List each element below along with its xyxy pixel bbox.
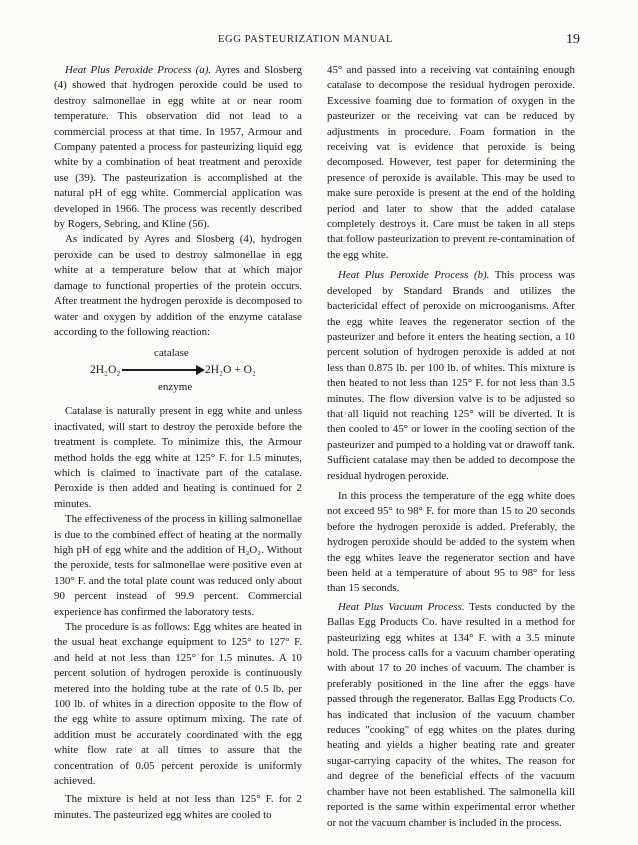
section-heading-peroxide-a: Heat Plus Peroxide Process (a). (65, 64, 212, 76)
equation-reactant: 2H₂O₂ (90, 364, 121, 377)
paragraph-vacuum-process (327, 600, 575, 831)
equation-catalase-label: catalase (154, 347, 189, 360)
section-heading-peroxide-b: Heat Plus Peroxide Process (b). (338, 269, 490, 282)
section-heading-vacuum: Heat Plus Vacuum Process. (338, 600, 465, 613)
paragraph-ayres-slosberg: As indicated by Ayres and Slosberg (4), hydrogen peroxide can be used to destroy salmonellae in egg white at a temperature below that at which major damage to functional properties of the protein occurs. After treatment the hydrogen peroxide is decomposed to water and oxygen by addition of the enzyme catalase according to the following reaction: (54, 233, 302, 338)
left-column (54, 63, 302, 823)
page-number: 19 (566, 32, 580, 47)
paragraph-effectiveness: The effectiveness of the process in killing salmonellae is due to the combined effect of heating at the normally high pH of egg white and the addition of H₂O₂. Without the peroxide, tests for salmonellae were positive even at 130° F. and the total plate count was reduced only about 90 percent instead of 99.9 percent. Commercial experience has confirmed the laboratory tests. (54, 513, 302, 618)
paragraph-peroxide-process-a (54, 63, 302, 232)
paragraph-text: This process was developed by Standard Brands and utilizes the bactericidal effect of peroxide on microoganisms. After the egg white leaves the regenerator section of the pasteurizer and before it enters the heating section, a 10 percent solution of hydrogen peroxide is added at not less than 0.875 lb. per 100 lb. of whites. This mixture is then heated to not less than 125° F. for not less than 3.5 minutes. The flow diversion valve is to be adjusted so that all liquid not reaching 125° will be diverted. It is then cooled to 45° or lower in the cooling section of the pasteurizer and pumped to a holding vat or drawoff tank. Sufficient catalase may then be added to decompose the residual hydrogen peroxide. (327, 269, 575, 482)
paragraph-procedure: The procedure is as follows: Egg whites are heated in the usual heat exchange equipment to 125° to 127° F. and held at not less than 125° for 1.5 minutes. A 10 percent solution of hydrogen peroxide is continuously metered into the holding tube at the rate of 0.5 lb. per 100 lb. of whites in a direction opposite to the flow of the egg white to assure optimum mixing. The rate of addition must be accurately coordinated with the egg white flow rate at all times to assure that the concentration of 0.05 percent peroxide is uniformly achieved. (54, 621, 302, 788)
right-column (327, 63, 575, 831)
paragraph-catalase: Catalase is naturally present in egg white and unless inactivated, will start to destroy the peroxide before the treatment is complete. To minimize this, the Armour method holds the egg white at 125° F. for 1.5 minutes, which is claimed to inactivate part of the catalase. Peroxide is then added and heating is continued for 2 minutes. (54, 405, 302, 510)
paragraph-text: Tests conducted by the Ballas Egg Products Co. have resulted in a method for pasteurizing egg whites at 134° F. with a 3.5 minute hold. The process calls for a vacuum chamber operating with about 17 to 20 inches of vacuum. The chamber is preferably positioned in the line after the eggs have passed through the regenerator. Ballas Egg Products Co. has indicated that inclusion of the vacuum chamber reduces "cooking" of egg whites on the plates during heating and yields a higher beating rate and greater sugar-carrying capacity of the whites. The reason for and degree of the beneficial effects of the vacuum chamber have not been established. The salmonella kill reported is the same within experimental error whether or not the vacuum chamber is included in the process. (327, 600, 575, 829)
reaction-arrow-icon (122, 368, 205, 372)
paragraph-peroxide-process-b (327, 268, 575, 484)
catalase-reaction-equation (54, 344, 302, 400)
running-header (0, 34, 638, 52)
paragraph-receiving-vat: 45° and passed into a receiving vat containing enough catalase to decompose the residual hydrogen peroxide. Excessive foaming due to formation of oxygen in the pasteurizer or the receiving vat can be reduced by adjustments in procedure. Foam formation in the receiving vat is evidence that peroxide is being decomposed. However, test paper for determining the presence of peroxide is available. This may be used to make sure peroxide is present at the end of the holding period and later to show that the added catalase completely destroys it. Care must be taken in all steps that follow pasteurization to prevent re-contamination of the egg white. (327, 64, 575, 261)
paragraph-text: Ayres and Slosberg (4) showed that hydrogen peroxide could be used to destroy salmonellae in egg white at or near room temperature. This observation did not lead to a commercial process at that time. In 1957, Armour and Company patented a process for pasteurizing liquid egg white by a combination of heat treatment and peroxide use (39). The pasteurization is accomplished at the natural pH of egg white. Commercial application was developed in 1966. The process was recently described by Rogers, Sebring, and Kline (56). (54, 64, 302, 231)
equation-product: 2H₂O + O₂ (205, 364, 256, 377)
paragraph-temperature: In this process the temperature of the egg white does not exceed 95° to 98° F. for more than 15 to 20 seconds before the hydrogen peroxide is added. Preferably, the hydrogen peroxide should be added to the system when the egg whites leave the regenerator section and have been held at a temperature of about 95 to 98° for less than 15 seconds. (327, 489, 575, 595)
running-title: EGG PASTEURIZATION MANUAL (218, 34, 394, 45)
paragraph-mixture-held: The mixture is held at not less than 125° F. for 2 minutes. The pasteurized egg whites are cooled to (54, 793, 302, 821)
equation-enzyme-label: enzyme (158, 381, 193, 394)
